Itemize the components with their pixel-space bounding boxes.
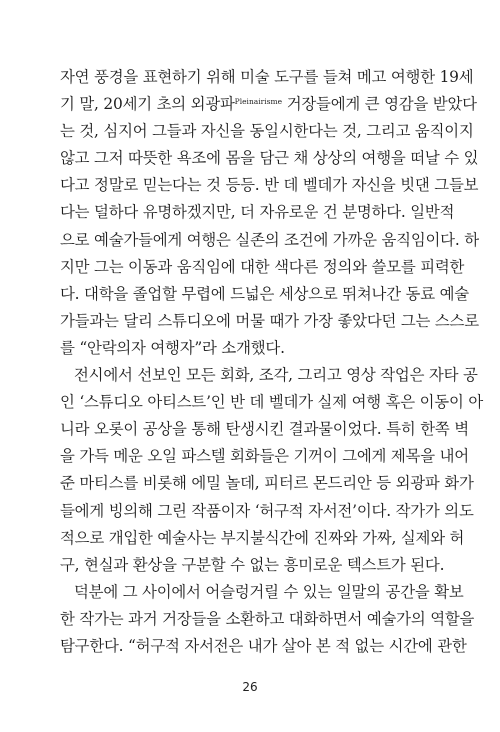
text-line: 을 가득 메운 오일 파스텔 회화들은 기꺼이 그에게 제목을 내어 <box>60 447 469 466</box>
text-line: 니라 오롯이 공상을 통해 탄생시킨 결과물이었다. 특히 한쪽 벽 <box>60 420 469 439</box>
text-line: 인 ‘스튜디오 아티스트’인 반 데 벨데가 실제 여행 혹은 이동이 아 <box>60 393 483 412</box>
text-segment: 기 말, 20세기 초의 외광파 <box>60 95 235 114</box>
text-line: 한 작가는 과거 거장들을 소환하고 대화하면서 예술가의 역할을 <box>60 609 475 628</box>
text-line: 구, 현실과 환상을 구분할 수 없는 흥미로운 텍스트가 된다. <box>60 555 445 574</box>
text-line: 들에게 빙의해 그린 작품이자 ‘허구적 자서전’이다. 작가가 의도 <box>60 501 474 520</box>
text-line: 준 마티스를 비롯해 에밀 놀데, 피터르 몬드리안 등 외광파 화가 <box>60 474 474 493</box>
text-line: 다고 정말로 믿는다는 것 등등. 반 데 벨데가 자신을 빗댄 그들보 <box>60 176 479 195</box>
text-line: 으로 예술가들에게 여행은 실존의 조건에 가까운 움직임이다. 하 <box>60 230 479 249</box>
text-line: 전시에서 선보인 모든 회화, 조각, 그리고 영상 작업은 자타 공 <box>74 366 478 385</box>
paragraph-3 <box>60 579 475 660</box>
text-line: 다. 대학을 졸업할 무렵에 드넓은 세상으로 뛰쳐나간 동료 예술 <box>60 284 469 303</box>
text-line: 탐구한다. “허구적 자서전은 내가 살아 본 적 없는 시간에 관한 <box>60 636 467 655</box>
text-line: 적으로 개입한 예술사는 부지불식간에 진짜와 가짜, 실제와 허 <box>60 528 465 547</box>
superscript-annotation: Pleinairisme <box>234 97 283 107</box>
text-line: 않고 그저 따뜻한 욕조에 몸을 담근 채 상상의 여행을 떠날 수 있 <box>60 149 479 168</box>
body-text <box>60 64 483 660</box>
text-line: 지만 그는 이동과 움직임에 대한 색다른 정의와 쓸모를 피력한 <box>60 257 465 276</box>
paragraph-2 <box>60 362 483 579</box>
text-line: 는 것, 심지어 그들과 자신을 동일시한다는 것, 그리고 움직이지 <box>60 122 474 141</box>
text-line: 를 “안락의자 여행자”라 소개했다. <box>60 338 285 357</box>
page-number: 26 <box>242 680 258 694</box>
text-segment: 거장들에게 큰 영감을 받았다 <box>282 95 477 114</box>
text-line <box>60 91 477 118</box>
text-line: 다는 덜하다 유명하겠지만, 더 자유로운 건 분명하다. 일반적 <box>60 203 455 222</box>
text-line: 자연 풍경을 표현하기 위해 미술 도구를 들쳐 메고 여행한 19세 <box>60 68 474 86</box>
text-line: 덕분에 그 사이에서 어슬렁거릴 수 있는 일말의 공간을 확보 <box>74 582 464 601</box>
paragraph-1 <box>60 64 479 362</box>
text-line: 가들과는 달리 스튜디오에 머물 때가 가장 좋았다던 그는 스스로 <box>60 311 479 330</box>
